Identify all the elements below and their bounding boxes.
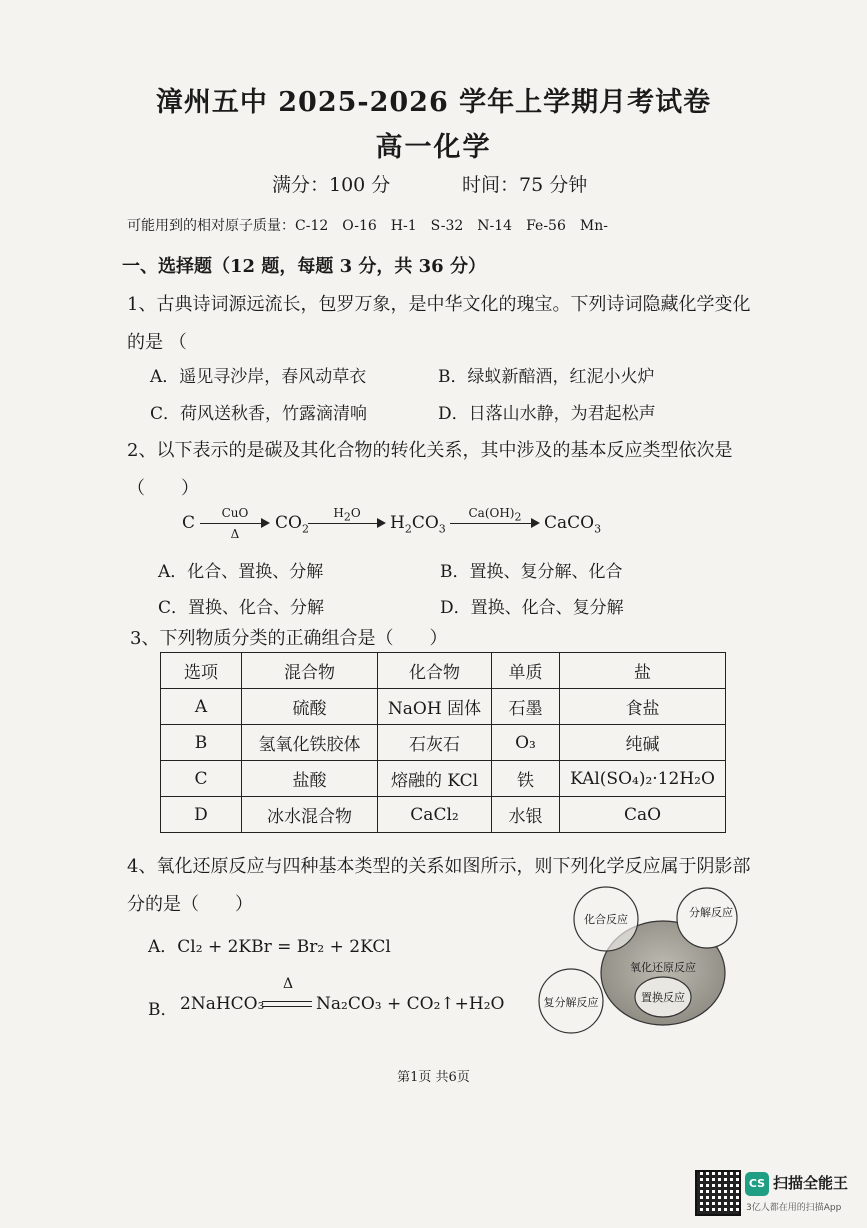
equal-sign-line (262, 1001, 312, 1007)
arrow-3 (450, 523, 538, 524)
table-cell: 盐酸 (242, 761, 378, 797)
table-cell: NaOH 固体 (378, 689, 492, 725)
exam-subject: 高一化学 (375, 132, 492, 163)
arrow-2 (308, 523, 384, 524)
section-heading: 一、选择题（12 题，每题 3 分，共 36 分） (122, 256, 486, 277)
q4-stem-line1: 4、氧化还原反应与四种基本类型的关系如图所示，则下列化学反应属于阴影部 (127, 856, 751, 877)
classification-table (160, 652, 726, 833)
table-cell: 石灰石 (378, 725, 492, 761)
q1-option-a: A．遥见寻沙岸，春风动草衣 (150, 367, 367, 387)
chain-carbon: C (182, 513, 196, 533)
cond1-bottom: Δ (230, 527, 240, 541)
table-cell: C (161, 761, 242, 797)
table-cell: KAl(SO₄)₂·12H₂O (560, 761, 726, 797)
atomic-masses: 可能用到的相对原子质量：C-12 O-16 H-1 S-32 N-14 Fe-56 Mn- (127, 218, 608, 234)
q1-option-d: D．日落山水静，为君起松声 (438, 404, 656, 424)
table-cell: B (161, 725, 242, 761)
q4-option-b-label: B． (148, 1000, 178, 1020)
q3-stem: 3、下列物质分类的正确组合是（ ） (130, 628, 448, 649)
table-cell: CaO (560, 797, 726, 833)
q2-stem-line2: （ ） (127, 478, 199, 499)
q4-option-a: A．Cl₂ + 2KBr = Br₂ + 2KCl (148, 937, 391, 957)
page-number: 第1页 共6页 (397, 1070, 470, 1085)
q4-stem-line2: 分的是（ ） (127, 894, 253, 915)
combination-label: 化合反应 (584, 913, 628, 926)
table-cell: O₃ (492, 725, 560, 761)
q2-stem-line1: 2、以下表示的是碳及其化合物的转化关系，其中涉及的基本反应类型依次是 (127, 440, 733, 461)
table-cell: 氢氧化铁胶体 (242, 725, 378, 761)
table-cell: 水银 (492, 797, 560, 833)
table-cell: 硫酸 (242, 689, 378, 725)
table-row (161, 725, 726, 761)
q4-option-b-products: Na₂CO₃ + CO₂↑+H₂O (316, 994, 505, 1014)
q1-option-c: C．荷风送秋香，竹露滴清响 (150, 404, 368, 424)
table-cell: 石墨 (492, 689, 560, 725)
double-displacement-label: 复分解反应 (543, 996, 599, 1009)
table-row (161, 797, 726, 833)
scanner-brand: 扫描全能王 (773, 1174, 849, 1192)
table-row (161, 761, 726, 797)
camscanner-logo-icon: CS (745, 1172, 769, 1196)
table-cell: A (161, 689, 242, 725)
table-cell: CaCl₂ (378, 797, 492, 833)
q4-option-b-reactant: 2NaHCO₃ (180, 994, 265, 1014)
cond2-top: H2O (333, 506, 361, 524)
table-cell: 熔融的 KCl (378, 761, 492, 797)
q2-option-d: D．置换、化合、复分解 (440, 598, 624, 618)
q1-option-b: B．绿蚁新醅酒，红泥小火炉 (438, 367, 655, 387)
cond1-top: CuO (221, 506, 249, 520)
q2-option-a: A．化合、置换、分解 (158, 562, 324, 582)
reaction-type-diagram (535, 885, 750, 1040)
table-header: 混合物 (242, 653, 378, 689)
table-cell: 铁 (492, 761, 560, 797)
table-cell: 纯碱 (560, 725, 726, 761)
exam-title: 漳州五中 2025-2026 学年上学期月考试卷 (155, 87, 712, 118)
chain-co2: $CO_2$ (275, 513, 309, 536)
qr-code-icon (695, 1170, 741, 1216)
chain-h2co3: $H_2CO_3$ (390, 513, 446, 536)
table-header: 化合物 (378, 653, 492, 689)
full-marks: 满分：100 分 (272, 174, 391, 196)
table-cell: 冰水混合物 (242, 797, 378, 833)
arrow-1 (200, 523, 268, 524)
table-header: 选项 (161, 653, 242, 689)
redox-label: 氧化还原反应 (630, 961, 696, 974)
exam-time: 时间：75 分钟 (462, 174, 588, 196)
q2-option-c: C．置换、化合、分解 (158, 598, 325, 618)
chain-caco3: CaCO$_3$ (544, 513, 602, 536)
q1-stem-line1: 1、古典诗词源远流长，包罗万象，是中华文化的瑰宝。下列诗词隐藏化学变化 (127, 294, 751, 315)
table-cell: 食盐 (560, 689, 726, 725)
cond3-top: Ca(OH)2 (468, 506, 522, 524)
table-header: 盐 (560, 653, 726, 689)
q1-stem-line2: 的是 （ (127, 332, 187, 353)
displacement-label: 置换反应 (641, 991, 685, 1004)
table-header-row (161, 653, 726, 689)
q2-option-b: B．置换、复分解、化合 (440, 562, 623, 582)
decomposition-label: 分解反应 (689, 906, 733, 919)
table-header: 单质 (492, 653, 560, 689)
q4-option-b-condition: Δ (282, 976, 294, 992)
table-row (161, 689, 726, 725)
table-cell: D (161, 797, 242, 833)
scanner-tagline: 3亿人都在用的扫描App (746, 1203, 842, 1213)
